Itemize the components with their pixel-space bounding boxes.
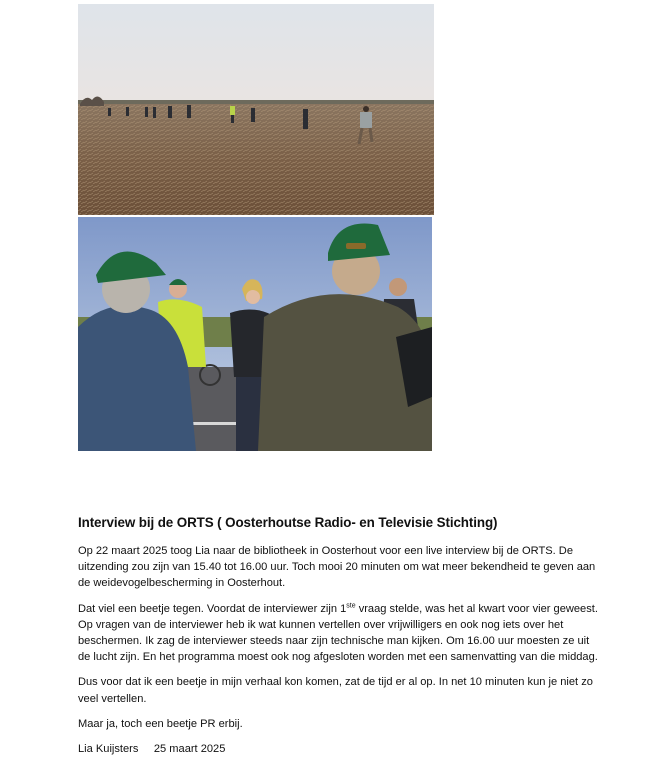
signature-name: Lia Kuijsters	[78, 743, 139, 756]
ordinal-superscript: ste	[346, 601, 356, 609]
paragraph-2-rest: vraag stelde, was het al kwart voor vier geweest. Op vragen van de interviewer heb ik wat kunnen vertellen over vrijwilligers en ook nog iets over het beschermen. Ik zag de interviewer steeds naar zijn technische man kijken. Om 16.00 uur moesten ze uit de lucht zijn. En het programma moest ook nog afgesloten worden met een samenvatting van die middag.	[78, 602, 598, 664]
paragraph-4: Maar ja, toch een beetje PR erbij.	[78, 717, 243, 730]
paragraph-2	[78, 601, 598, 666]
signature-date: 25 maart 2025	[153, 743, 226, 756]
article-title: Interview bij de ORTS ( Oosterhoutse Radio- en Televisie Stichting)	[78, 515, 498, 530]
article	[78, 515, 598, 757]
signature-line	[78, 741, 598, 757]
paragraph-3: Dus voor dat ik een beetje in mijn verhaal kon komen, zat de tijd er al op. In net 10 minuten kun je niet zo veel vertellen.	[78, 676, 593, 705]
paragraph-2-start: Dat viel een beetje tegen. Voordat de interviewer zijn 1	[78, 602, 347, 615]
photo-field-walk	[78, 4, 434, 215]
photo-people-in-caps	[78, 217, 432, 451]
paragraph-1: Op 22 maart 2025 toog Lia naar de bibliotheek in Oosterhout voor een live interview bij de ORTS. De uitzending zou zijn van 15.40 tot 16.00 uur. Toch mooi 20 minuten om wat meer bekendheid te geven aan de weidevogelbescherming in Oosterhout.	[78, 545, 596, 590]
